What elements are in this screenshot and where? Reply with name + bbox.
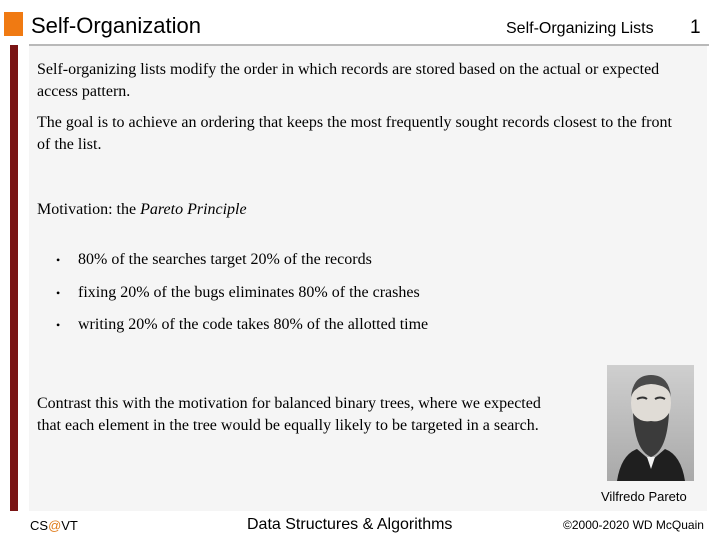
title-accent-square (4, 12, 23, 36)
list-item: • fixing 20% of the bugs eliminates 80% of the crashes (56, 282, 428, 315)
header-divider (29, 44, 709, 46)
list-item: • writing 20% of the code takes 80% of the allotted time (56, 314, 428, 347)
bullet-icon: • (56, 318, 61, 332)
slide-title: Self-Organization (31, 13, 201, 38)
portrait-caption: Vilfredo Pareto (601, 489, 687, 504)
list-item: • 80% of the searches target 20% of the records (56, 249, 428, 282)
page-number: 1 (690, 17, 701, 38)
motivation-line (37, 199, 247, 221)
contrast-paragraph: Contrast this with the motivation for balanced binary trees, where we expected that each element in the tree would be equally likely to be targeted in a search. (37, 395, 541, 434)
footer-copyright: ©2000-2020 WD McQuain (563, 518, 704, 532)
footer-course-title: Data Structures & Algorithms (247, 516, 453, 533)
intro-paragraph: Self-organizing lists modify the order in which records are stored based on the actual or expected access pattern. (37, 61, 660, 100)
pareto-principle-term: Pareto Principle (140, 201, 247, 218)
bullet-icon: • (56, 285, 61, 300)
pareto-examples-list (56, 249, 428, 347)
left-accent-bar (10, 45, 18, 511)
footer-course-tag: CS@VT (30, 518, 78, 533)
bullet-icon: • (56, 253, 61, 267)
pareto-portrait-image (607, 365, 694, 481)
goal-paragraph: The goal is to achieve an ordering that keeps the most frequently sought records closest to the front of the list. (37, 114, 672, 153)
motivation-label: Motivation: the (37, 201, 141, 218)
section-title: Self-Organizing Lists (506, 20, 654, 37)
